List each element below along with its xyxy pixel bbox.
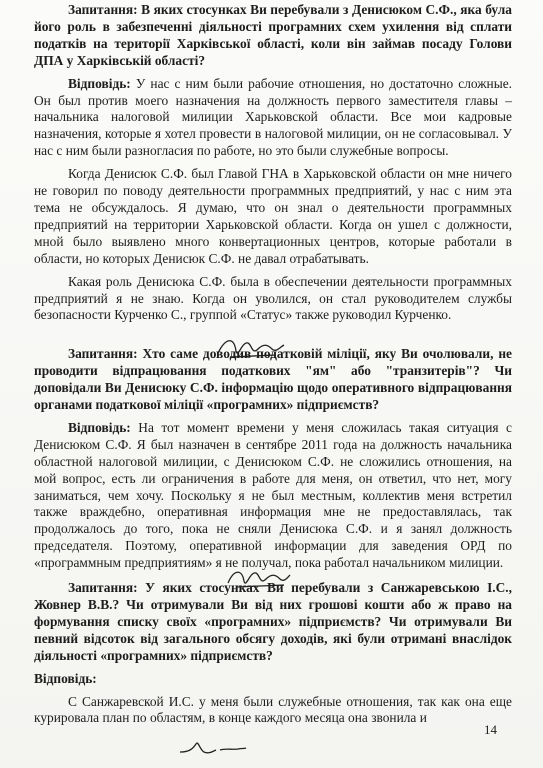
answer-2	[34, 420, 512, 572]
question-label: Запитання:	[68, 2, 138, 17]
paragraph-2: Какая роль Денисюка С.Ф. была в обеспечении деятельности программных предприятий я не знаю. Когда он уволился, он стал руководителем службы безопасности Курченко С., группой «Статус» также руководил Курченко.	[34, 273, 512, 323]
answer-1	[34, 76, 512, 161]
answer-label: Відповідь:	[68, 75, 131, 91]
question-1	[34, 2, 512, 70]
signature-2	[226, 565, 292, 591]
page-number: 14	[484, 722, 497, 737]
paragraph-3: С Санжаревской И.С. у меня были служебные отношения, так как она еще курировала план по областям, в конце каждого месяца она звонила и	[34, 693, 512, 726]
question-label: Запитання:	[68, 580, 138, 596]
signature-1	[216, 333, 286, 363]
question-3-text: У яких стосунках Ви перебували з Санжаревською І.С., Жовнер В.В.? Чи отримували Ви від них грошові кошти або ж право на формування списку своїх «програмних» підприємств? Чи отримували Ви певний відсоток від загального обсягу доходів, які були отримані внаслідок діяльності «програмних» підприємств?	[34, 580, 512, 663]
signature-3	[178, 736, 248, 760]
paragraph-1: Когда Денисюк С.Ф. был Главой ГНА в Харьковской области он мне ничего не говорил по поводу деятельности программных предприятий, у нас с ним эта тема не обсуждалось. Я думаю, что он знал о деятельности программных предприятий на территории Харьковской области. Когда он ушел с должности, мной было выявлено много конвертационных центров, которые работали в области, но которых Денисюк С.Ф. не давал отрабатывать.	[34, 166, 512, 266]
answer-label: Відповідь:	[68, 419, 131, 435]
answer-3-heading	[34, 671, 512, 688]
question-2-text: Хто саме доводив податковій міліції, яку Ви очолювали, не проводити відпрацювання податкових "ям" або "транзитерів"? Чи доповідали Ви Денисюку С.Ф. інформацію щодо оперативного відпрацювання органами податкової міліції «програмних» підприємств?	[34, 346, 512, 413]
question-3	[34, 580, 512, 665]
document-body	[34, 2, 512, 733]
question-1-text: В яких стосунках Ви перебували з Денисюком С.Ф., яка була його роль в забезпеченні діяльності програмних схем ухилення від сплати податків на території Харківської області, коли він займав посаду Голови ДПА у Харківській області?	[34, 2, 512, 68]
answer-label: Відповідь:	[34, 670, 97, 686]
answer-1-text: У нас с ним были рабочие отношения, но достаточно сложные. Он был против моего назначения на должность первого заместителя главы – начальника налоговой милиции Харьковской области. Все мои кадровые назначения, которые я хотел провести в налоговой милиции, он не согласовывал. У нас с ним были разногласия по работе, но это были служебные вопросы.	[34, 75, 512, 159]
answer-2-text: На тот момент времени у меня сложилась такая ситуация с Денисюком С.Ф. Я был назначен в сентябре 2011 года на должность начальника областной налоговой милиции, с Денисюком С.Ф. не сложились отношения, на мой вопрос, есть ли ограничения в работе для меня, он ответил, что нет, могу заниматься, чем хочу. Поскольку я не был местным, коллектив меня встретил также враждебно, оперативная информация мне не предоставлялась, так продолжалось до того, пока не сняли Денисюка С.Ф. и я занял должность председателя. Поэтому, оперативной информации для заведения ОРД по «программным предприятиям» я не получал, пока работал начальником милиции.	[34, 419, 512, 571]
question-label: Запитання:	[68, 346, 138, 362]
